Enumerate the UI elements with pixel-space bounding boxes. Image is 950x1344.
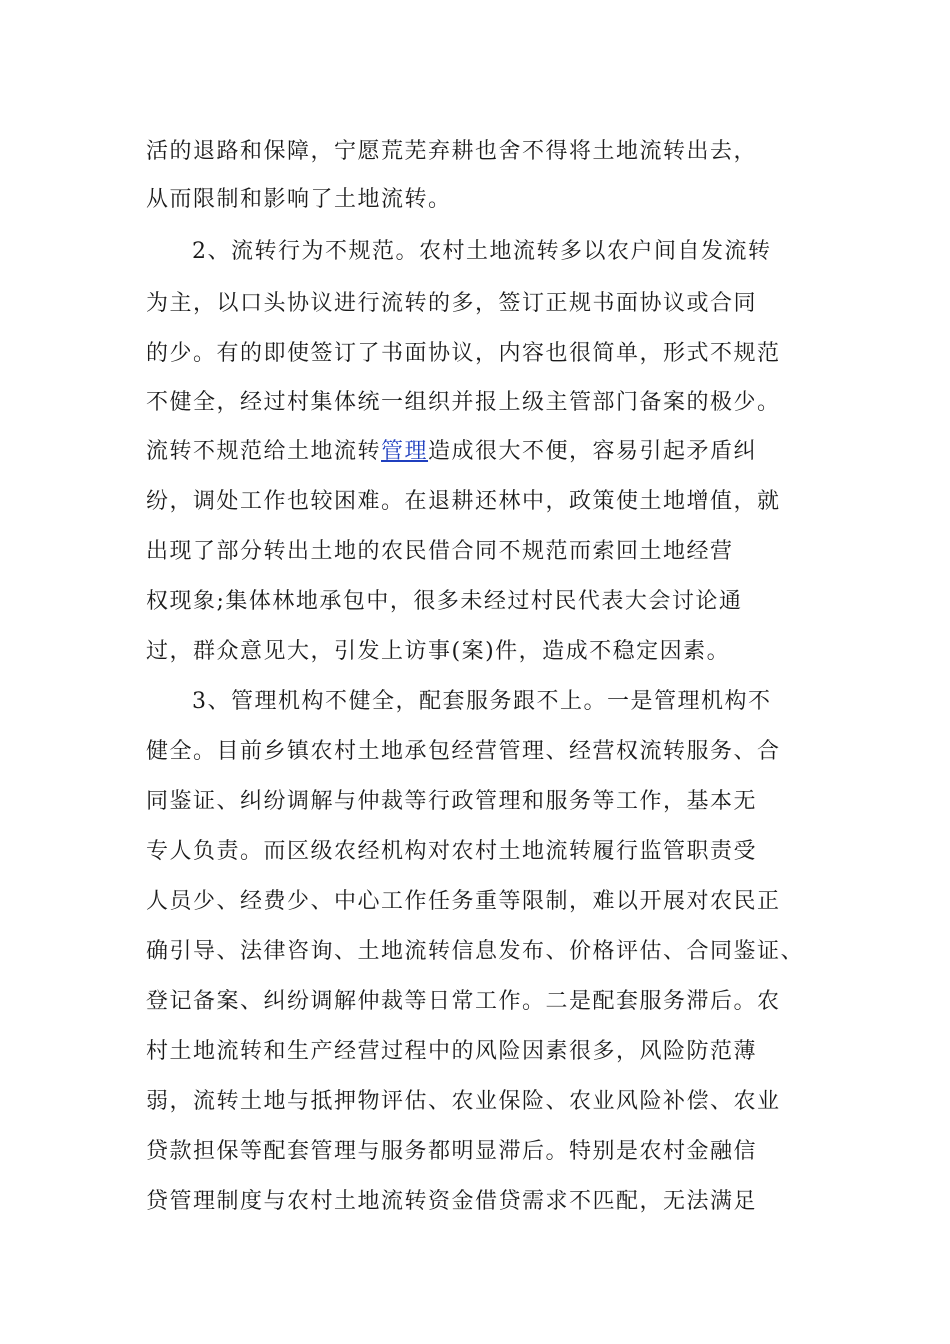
management-link[interactable]: 管理: [381, 439, 429, 464]
text-segment: 造成很大不便，容易引起矛盾纠: [428, 439, 758, 464]
text-line-6: 不健全，经过村集体统一组织并报上级主管部门备案的极少。: [146, 390, 781, 415]
text-line-20: 弱，流转土地与抵押物评估、农业保险、农业风险补偿、农业: [146, 1089, 781, 1114]
paragraph-3-start: 3、管理机构不健全，配套服务跟不上。一是管理机构不: [192, 689, 772, 714]
text-line-5: 的少。有的即使签订了书面协议，内容也很简单，形式不规范: [146, 341, 781, 366]
text-line-18: 登记备案、纠纷调解仲裁等日常工作。二是配套服务滞后。农: [146, 989, 781, 1014]
text-line-14: 同鉴证、纠纷调解与仲裁等行政管理和服务等工作，基本无: [146, 789, 758, 814]
paragraph-2-start: 2、流转行为不规范。农村土地流转多以农户间自发流转: [192, 239, 772, 264]
text-line-1: 活的退路和保障，宁愿荒芜弃耕也舍不得将土地流转出去，: [146, 139, 758, 164]
text-line-10: 权现象;集体林地承包中，很多未经过村民代表大会讨论通: [146, 589, 743, 614]
text-line-13: 健全。目前乡镇农村土地承包经营管理、经营权流转服务、合: [146, 739, 781, 764]
text-line-17: 确引导、法律咨询、土地流转信息发布、价格评估、合同鉴证、: [146, 939, 805, 964]
text-line-11: 过，群众意见大，引发上访事(案)件，造成不稳定因素。: [146, 639, 731, 664]
text-line-8: 纷，调处工作也较困难。在退耕还林中，政策使土地增值，就: [146, 489, 781, 514]
text-line-4: 为主，以口头协议进行流转的多，签订正规书面协议或合同: [146, 291, 758, 316]
text-line-2: 从而限制和影响了土地流转。: [146, 187, 452, 212]
text-line-15: 专人负责。而区级农经机构对农村土地流转履行监管职责受: [146, 839, 758, 864]
text-line-9: 出现了部分转出土地的农民借合同不规范而索回土地经营: [146, 539, 734, 564]
text-line-19: 村土地流转和生产经营过程中的风险因素很多，风险防范薄: [146, 1039, 758, 1064]
text-line-22: 贷管理制度与农村土地流转资金借贷需求不匹配，无法满足: [146, 1189, 758, 1214]
text-line-21: 贷款担保等配套管理与服务都明显滞后。特别是农村金融信: [146, 1139, 758, 1164]
text-segment: 流转不规范给土地流转: [146, 439, 382, 464]
text-line-16: 人员少、经费少、中心工作任务重等限制，难以开展对农民正: [146, 889, 781, 914]
text-line-7: [146, 437, 757, 467]
